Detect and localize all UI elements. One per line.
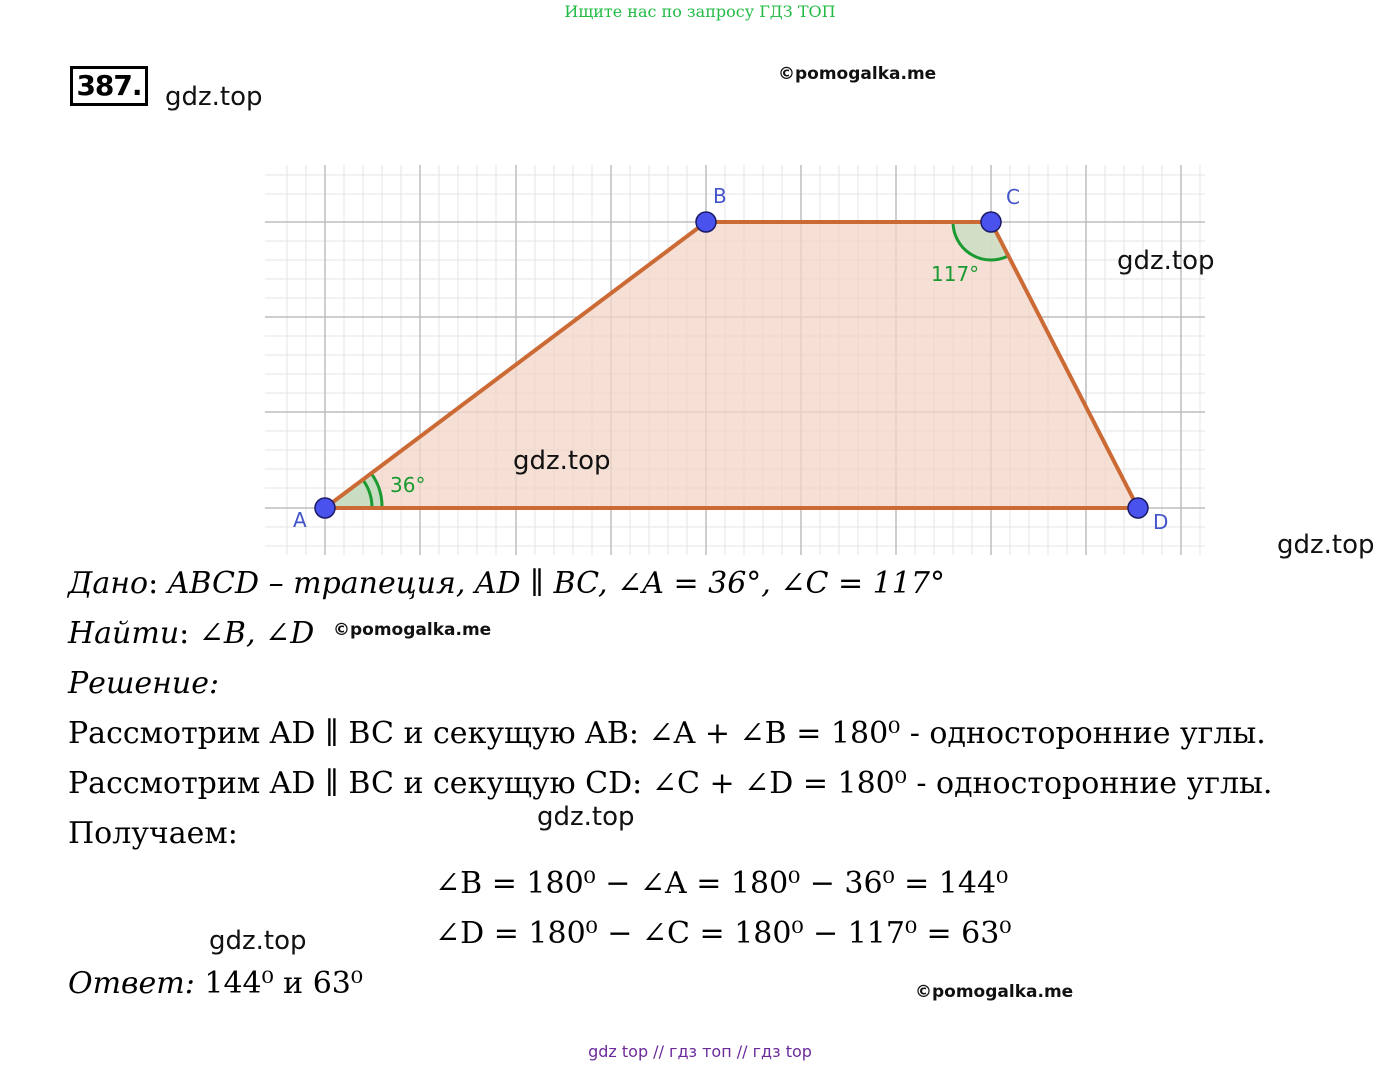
watermark: gdz.top bbox=[537, 802, 635, 832]
watermark: gdz.top bbox=[1117, 246, 1215, 276]
copyright-label: ©pomogalka.me bbox=[333, 620, 492, 640]
equation-d: ∠D = 180⁰ − ∠C = 180⁰ − 117⁰ = 63⁰ bbox=[435, 916, 1012, 951]
answer-text: 144⁰ и 63⁰ bbox=[204, 966, 363, 1001]
search-banner: Ищите нас по запросу ГДЗ ТОП bbox=[564, 2, 836, 21]
given-label: Дано bbox=[68, 566, 149, 601]
answer-label: Ответ: bbox=[68, 966, 195, 1001]
copyright-label: ©pomogalka.me bbox=[778, 64, 937, 84]
footer-links: gdz top // гдз топ // гдз top bbox=[588, 1042, 812, 1061]
watermark: gdz.top bbox=[209, 926, 307, 956]
problem-number: 387. bbox=[70, 66, 148, 106]
answer-line bbox=[68, 966, 363, 1001]
label-a: A bbox=[293, 508, 307, 532]
find-line: Найти: ∠B, ∠D bbox=[68, 616, 315, 651]
equation-b: ∠B = 180⁰ − ∠A = 180⁰ − 36⁰ = 144⁰ bbox=[435, 866, 1009, 901]
point-d bbox=[1128, 498, 1148, 518]
solution-heading: Решение: bbox=[68, 666, 220, 701]
solution-step-3: Получаем: bbox=[68, 816, 238, 851]
solution-step-2: Рассмотрим AD ∥ BC и секущую CD: ∠C + ∠D = 180⁰ - односторонние углы. bbox=[68, 766, 1273, 801]
label-d: D bbox=[1153, 510, 1169, 534]
point-a bbox=[315, 498, 335, 518]
point-b bbox=[696, 212, 716, 232]
given-line: Дано: ABCD – трапеция, AD ∥ BC, ∠A = 36°, ∠C = 117° bbox=[68, 566, 945, 601]
solution-step-1: Рассмотрим AD ∥ BC и секущую AB: ∠A + ∠B = 180⁰ - односторонние углы. bbox=[68, 716, 1266, 751]
given-text: ABCD – трапеция, AD ∥ BC, ∠A = 36°, ∠C = 117° bbox=[167, 566, 945, 601]
angle-a-label: 36° bbox=[390, 473, 426, 497]
label-b: B bbox=[713, 184, 727, 208]
copyright-label: ©pomogalka.me bbox=[915, 982, 1074, 1002]
angle-c-label: 117° bbox=[931, 262, 980, 286]
find-text: ∠B, ∠D bbox=[198, 616, 315, 651]
find-label: Найти bbox=[68, 616, 180, 651]
label-c: C bbox=[1006, 185, 1020, 209]
trapezoid-fill bbox=[325, 222, 1138, 508]
site-label: gdz.top bbox=[165, 82, 263, 112]
watermark: gdz.top bbox=[1277, 530, 1375, 560]
watermark: gdz.top bbox=[513, 446, 611, 476]
solution-label: Решение bbox=[68, 666, 209, 701]
point-c bbox=[981, 212, 1001, 232]
